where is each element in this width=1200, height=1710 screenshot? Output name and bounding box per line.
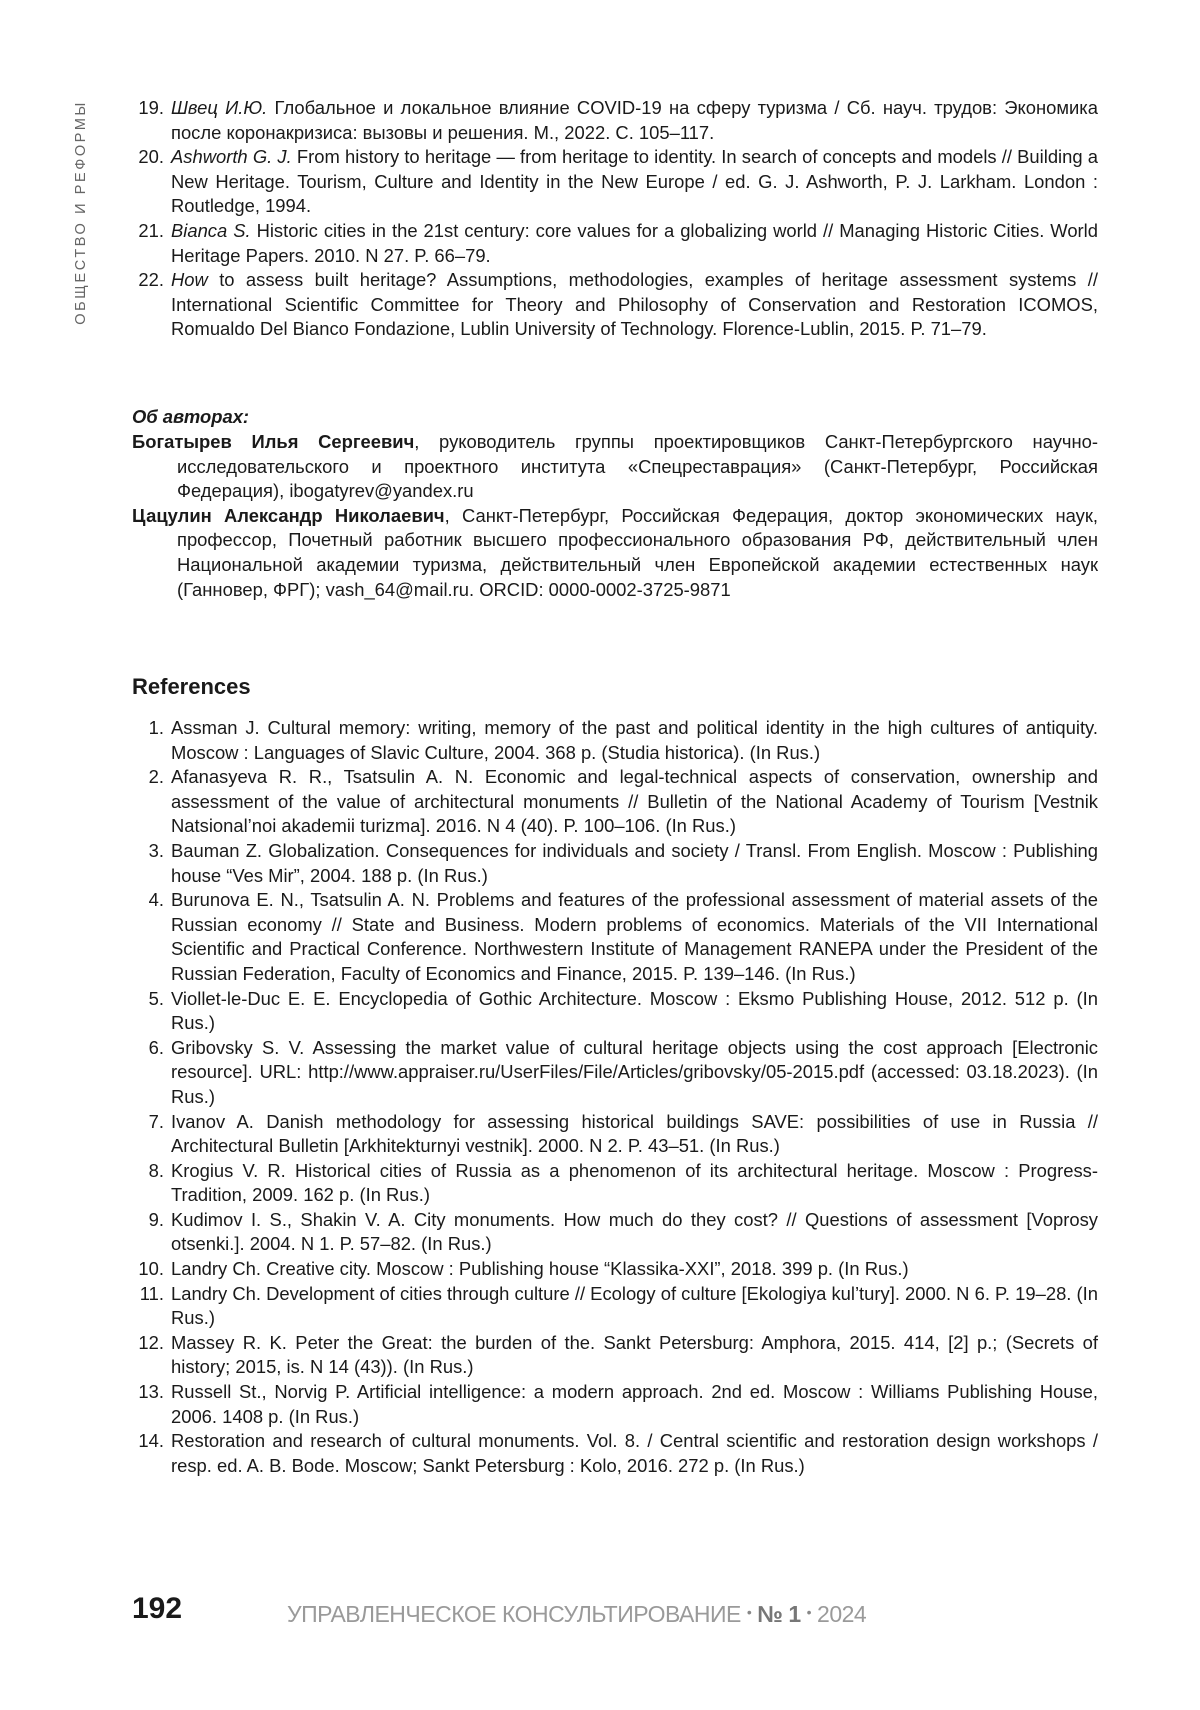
reference-item: 8. Krogius V. R. Historical cities of Russia as a phenomenon of its architectural heritage. Moscow : Progress-Tradition, 2009. 162 p. (In Rus.) bbox=[148, 1159, 1098, 1206]
reference-item: 9. Kudimov I. S., Shakin V. A. City monuments. How much do they cost? // Questions of assessment [Voprosy otsenki.]. 2004. N 1. P. 57–82. (In Rus.) bbox=[148, 1208, 1098, 1255]
separator-dot: • bbox=[806, 1604, 812, 1620]
reference-item: 6. Gribovsky S. V. Assessing the market value of cultural heritage objects using the cost approach [Electronic resource]. URL: http://www.appraiser.ru/UserFiles/File/Articles/gribovsky/05-2015.pdf (accessed: 03.18.2023). (In Rus.) bbox=[148, 1036, 1098, 1107]
reference-author: Швец И.Ю. bbox=[171, 97, 268, 118]
reference-item: 14. Restoration and research of cultural monuments. Vol. 8. / Central scientific and restoration design workshops / resp. ed. A. B. Bode. Moscow; Sankt Petersburg : Kolo, 2016. 272 p. (In Rus.) bbox=[138, 1430, 1098, 1476]
references-heading: References bbox=[132, 674, 251, 699]
reference-author: How bbox=[171, 269, 208, 291]
reference-item: 13. Russell St., Norvig P. Artificial intelligence: a modern approach. 2nd ed. Moscow : Williams Publishing House, 2006. 1408 p. (In Rus.) bbox=[138, 1381, 1098, 1427]
reference-author: Bianca S. bbox=[171, 219, 251, 241]
russian-references-list bbox=[132, 96, 1098, 342]
reference-item: 12. Massey R. K. Peter the Great: the burden of the. Sankt Petersburg: Amphora, 2015. 414, [2] p.; (Secrets of history; 2015, is. N 14 (43)). (In Rus.) bbox=[138, 1331, 1098, 1378]
author-entry: Цацулин Александр Николаевич, Санкт-Петербург, Российская Федерация, доктор экономических наук, профессор, Почетный работник высшего профессионального образования РФ, действительный член Национальной академии туризма, действительный член Европейской академии естественных наук (Ганновер, ФРГ); vash_64@mail.ru. ORCID: 0000-0002-3725-9871 bbox=[132, 504, 1098, 600]
reference-item: 2. Afanasyeva R. R., Tsatsulin A. N. Economic and legal-technical aspects of conservation, ownership and assessment of the value of architectural monuments // Bulletin of the National Academy of Tourism [Vestnik Natsional’noi akademii turizma]. 2016. N 4 (40). P. 100–106. (In Rus.) bbox=[148, 766, 1098, 837]
authors-block bbox=[132, 430, 1098, 602]
english-references-list bbox=[132, 716, 1098, 1478]
reference-item: 3. Bauman Z. Globalization. Consequences for individuals and society / Transl. From English. Moscow : Publishing house “Ves Mir”, 2004. 188 p. (In Rus.) bbox=[148, 839, 1098, 886]
reference-item: 7. Ivanov A. Danish methodology for assessing historical buildings SAVE: possibilities of use in Russia // Architectural Bulletin [Arkhitekturnyi vestnik]. 2000. N 2. P. 43–51. (In Rus.) bbox=[148, 1110, 1098, 1157]
journal-footer bbox=[287, 1601, 866, 1628]
reference-item: 4. Burunova E. N., Tsatsulin A. N. Problems and features of the professional assessment of material assets of the Russian economy // State and Business. Modern problems of economics. Materials of the VII International Scientific and Practical Conference. Northwestern Institute of Management RANEPA under the President of the Russian Federation, Faculty of Economics and Finance, 2015. P. 139–146. (In Rus.) bbox=[148, 889, 1098, 984]
reference-item: 22. How to assess built heritage? Assumptions, methodologies, examples of heritage assessment systems // International Scientific Committee for Theory and Philosophy of Conservation and Restoration ICOMOS, Romualdo Del Bianco Fondazione, Lublin University of Technology. Florence-Lublin, 2015. P. 71–79. bbox=[138, 269, 1098, 340]
reference-item: 20. Ashworth G. J. From history to heritage — from heritage to identity. In search of concepts and models // Building a New Heritage. Tourism, Culture and Identity in the New Europe / ed. G. J. Ashworth, P. J. Larkham. London : Routledge, 1994. bbox=[138, 146, 1099, 217]
separator-dot: • bbox=[746, 1604, 752, 1620]
reference-item: 19. Швец И.Ю. Глобальное и локальное влияние COVID-19 на сферу туризма / Сб. науч. трудов: Экономика после коронакризиса: вызовы и решения. М., 2022. С. 105–117. bbox=[138, 97, 1098, 143]
author-name: Цацулин Александр Николаевич bbox=[132, 504, 445, 526]
author-entry: Богатырев Илья Сергеевич, руководитель группы проектировщиков Санкт-Петербургского научно-исследовательского и проектного института «Спецреставрация» (Санкт-Петербург, Российская Федерация), ibogatyrev@yandex.ru bbox=[132, 431, 1099, 502]
journal-title: УПРАВЛЕНЧЕСКОЕ КОНСУЛЬТИРОВАНИЕ bbox=[287, 1601, 741, 1627]
reference-item: 21. Bianca S. Historic cities in the 21st century: core values for a globalizing world // Managing Historic Cities. World Heritage Papers. 2010. N 27. P. 66–79. bbox=[138, 219, 1098, 266]
reference-item: 1. Assman J. Cultural memory: writing, memory of the past and political identity in the high cultures of antiquity. Moscow : Languages of Slavic Culture, 2004. 368 p. (Studia historica). (In Rus.) bbox=[148, 717, 1098, 763]
issue-number: № 1 bbox=[757, 1601, 801, 1627]
author-name: Богатырев Илья Сергеевич bbox=[132, 431, 415, 452]
authors-heading: Об авторах: bbox=[132, 406, 250, 427]
reference-item: 5. Viollet-le-Duc E. E. Encyclopedia of Gothic Architecture. Moscow : Eksmo Publishing House, 2012. 512 p. (In Rus.) bbox=[148, 987, 1098, 1034]
section-side-label: ОБЩЕСТВО И РЕФОРМЫ bbox=[73, 100, 89, 325]
page-number: 192 bbox=[132, 1592, 183, 1625]
reference-item: 11. Landry Ch. Development of cities through culture // Ecology of culture [Ekologiya kul’tury]. 2000. N 6. P. 19–28. (In Rus.) bbox=[139, 1282, 1098, 1329]
reference-item: 10. Landry Ch. Creative city. Moscow : Publishing house “Klassika-XXI”, 2018. 399 p. (In Rus.) bbox=[138, 1258, 909, 1280]
reference-author: Ashworth G. J. bbox=[171, 146, 292, 168]
issue-year: 2024 bbox=[817, 1601, 867, 1627]
